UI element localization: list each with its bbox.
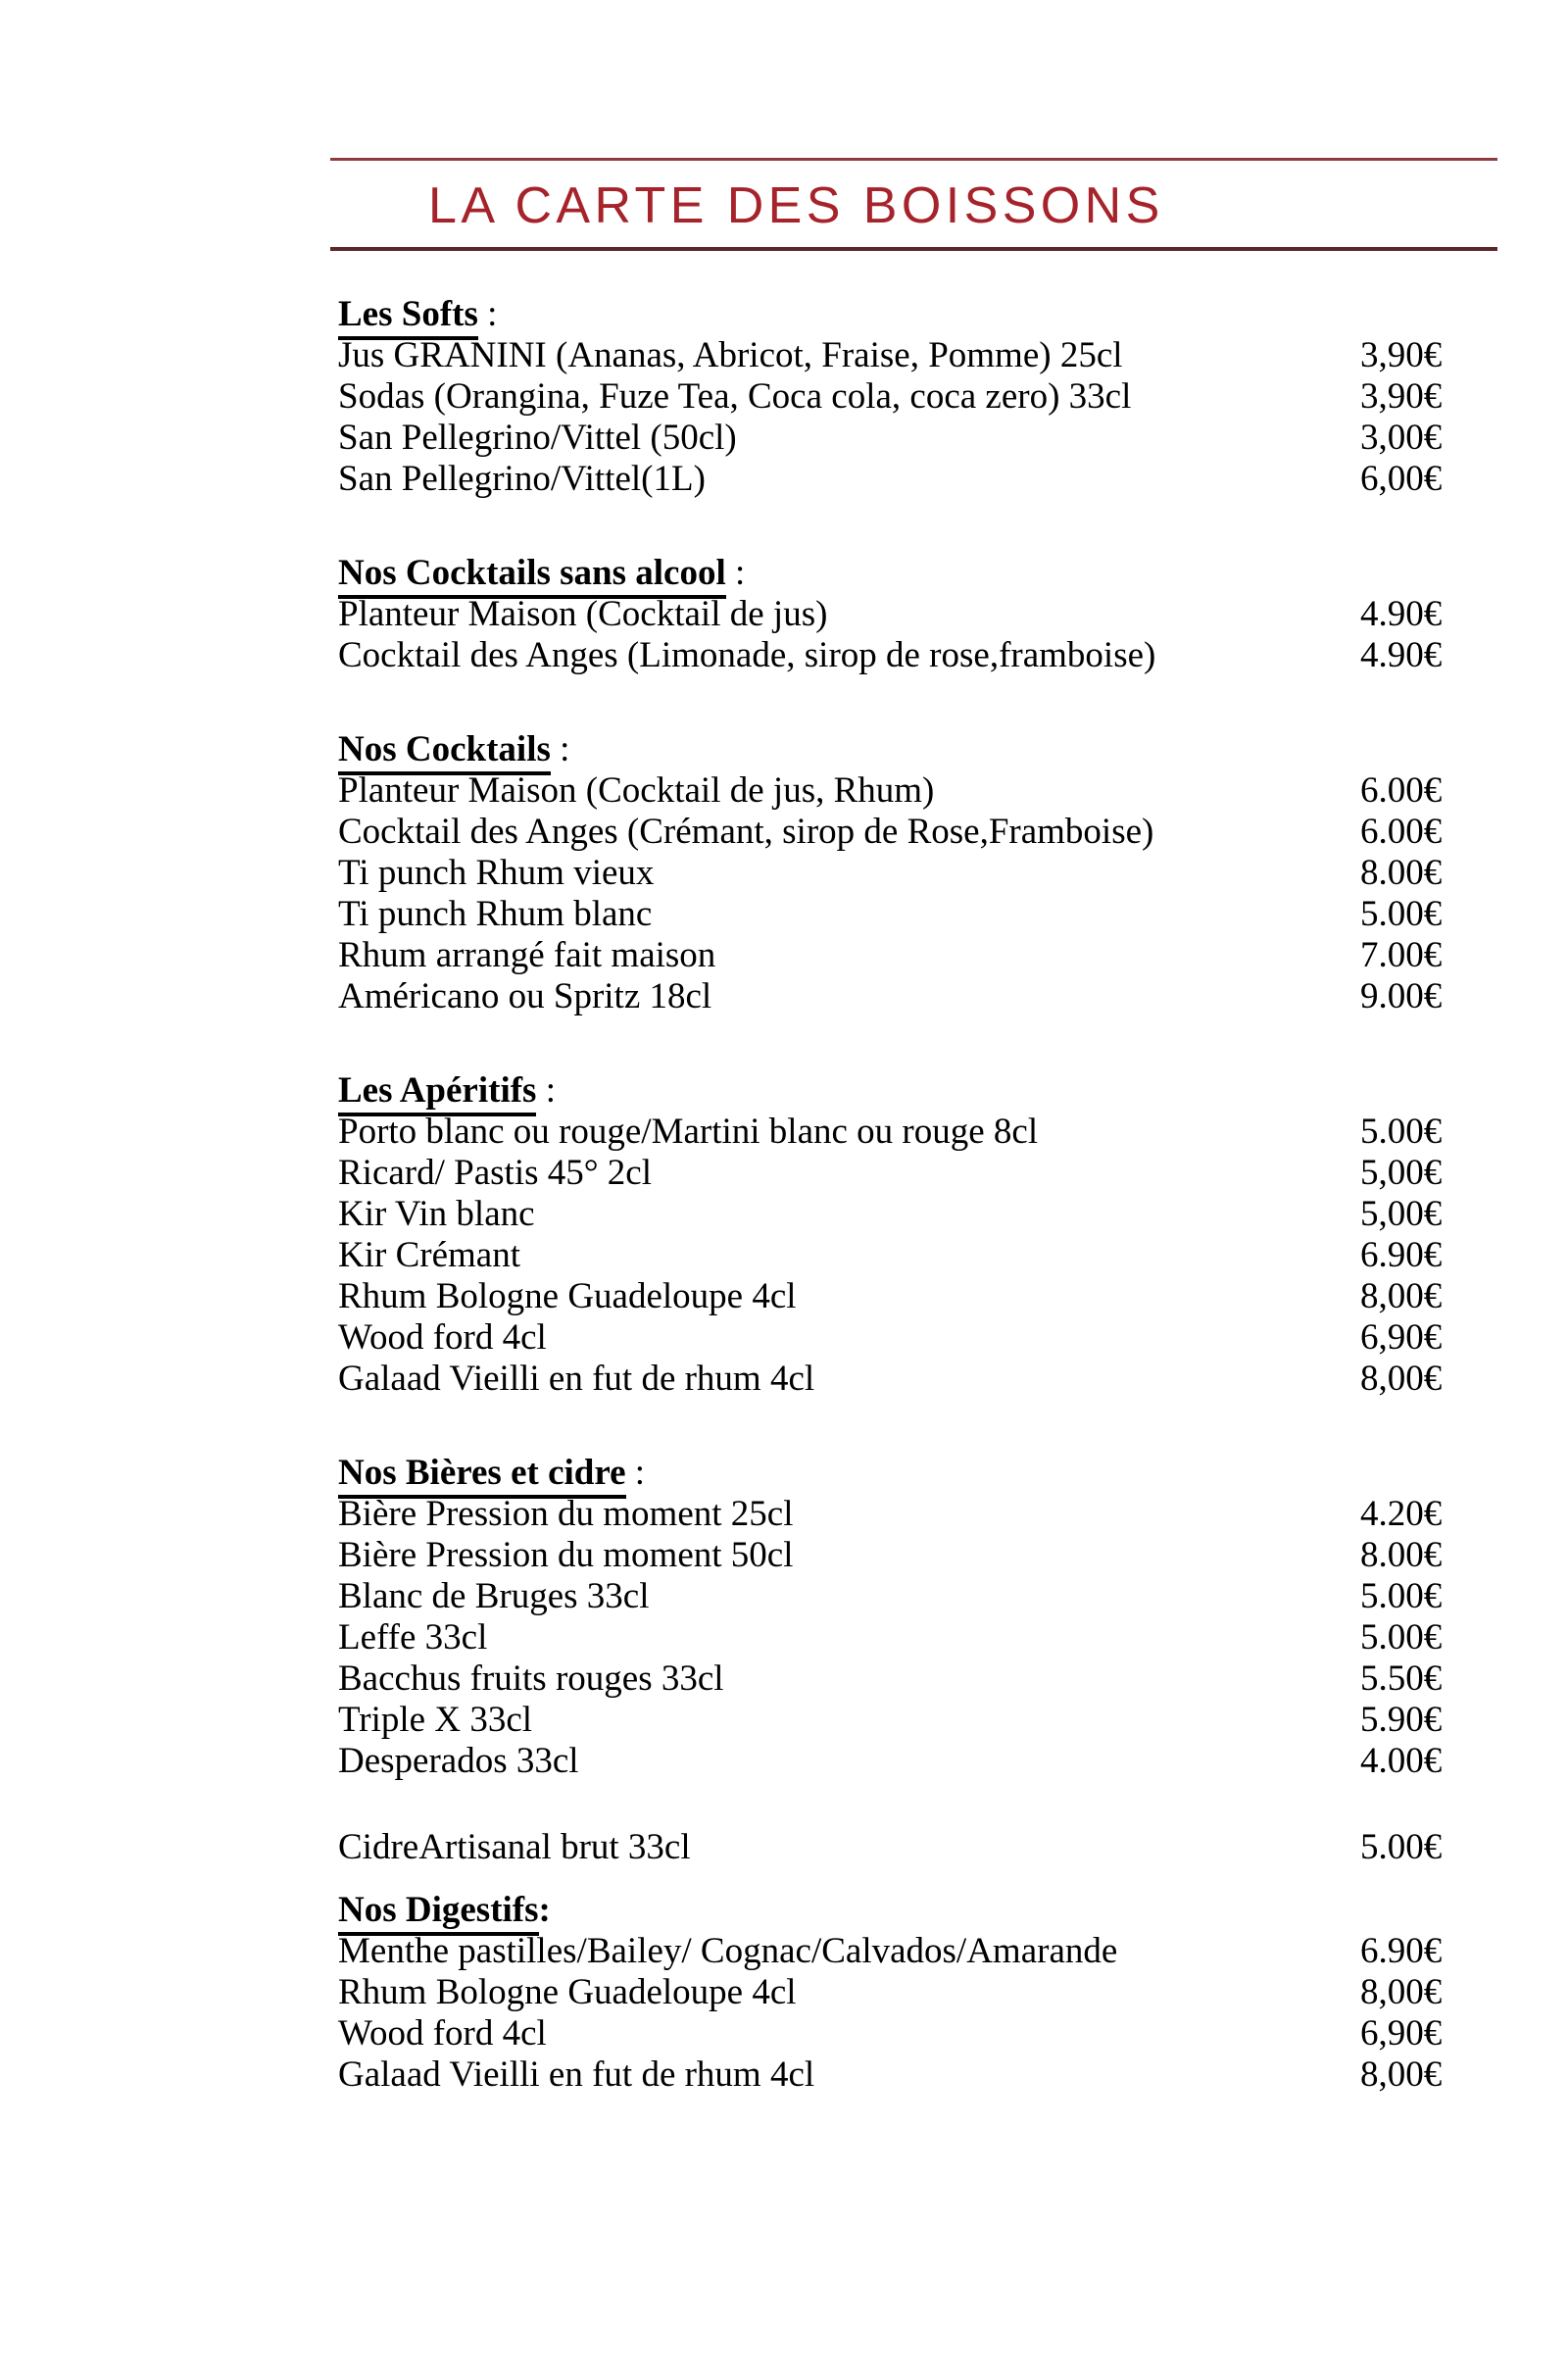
- item-name: Jus GRANINI (Ananas, Abricot, Fraise, Pomme) 25cl: [338, 335, 1123, 375]
- menu-item-row: [338, 1317, 1446, 1359]
- item-price: 5.00€: [1360, 1617, 1443, 1658]
- menu-item-row: [338, 1494, 1446, 1535]
- item-name: CidreArtisanal brut 33cl: [338, 1827, 691, 1867]
- item-price: 4.20€: [1360, 1494, 1443, 1534]
- item-name: Wood ford 4cl: [338, 1317, 547, 1358]
- item-name: Bacchus fruits rouges 33cl: [338, 1658, 724, 1699]
- item-price: 8.00€: [1360, 853, 1443, 893]
- item-name: Planteur Maison (Cocktail de jus, Rhum): [338, 770, 935, 811]
- menu-item-row: [338, 335, 1446, 376]
- item-price: 4.90€: [1360, 594, 1443, 634]
- item-name: Galaad Vieilli en fut de rhum 4cl: [338, 1359, 815, 1399]
- section-digestifs: [338, 1890, 1446, 2096]
- item-price: 5.00€: [1360, 1112, 1443, 1152]
- item-name: Ti punch Rhum blanc: [338, 894, 653, 934]
- menu-item-row: [338, 894, 1446, 935]
- section-heading-text: Nos Cocktails: [338, 729, 551, 775]
- menu-item-row: [338, 1235, 1446, 1276]
- menu-item-row: [338, 635, 1446, 676]
- title-rule-top: [330, 158, 1497, 161]
- item-price: 5,00€: [1360, 1194, 1443, 1234]
- menu-item-row: [338, 976, 1446, 1017]
- item-name: Cocktail des Anges (Limonade, sirop de rose,framboise): [338, 635, 1156, 675]
- item-name: Bière Pression du moment 25cl: [338, 1494, 794, 1534]
- item-price: 5.00€: [1360, 1576, 1443, 1616]
- item-price: 6,90€: [1360, 1317, 1443, 1358]
- menu-item-row: [338, 1700, 1446, 1741]
- section-heading: [338, 1453, 1446, 1494]
- item-name: Menthe pastilles/Bailey/ Cognac/Calvados/Amarande: [338, 1931, 1118, 1971]
- menu-item-row: [338, 1741, 1446, 1782]
- item-name: Rhum arrangé fait maison: [338, 935, 716, 975]
- menu-item-row: [338, 1972, 1446, 2013]
- item-name: Sodas (Orangina, Fuze Tea, Coca cola, coca zero) 33cl: [338, 376, 1132, 417]
- section-heading-colon: :: [477, 294, 498, 334]
- item-name: Américano ou Spritz 18cl: [338, 976, 712, 1016]
- section-heading: [338, 1890, 1446, 1931]
- section-heading-colon: :: [550, 729, 570, 769]
- section-heading: [338, 1070, 1446, 1112]
- section-aperitifs: [338, 1070, 1446, 1400]
- item-price: 6.90€: [1360, 1931, 1443, 1971]
- menu-item-row: [338, 2013, 1446, 2054]
- item-price: 8,00€: [1360, 1276, 1443, 1316]
- item-name: San Pellegrino/Vittel(1L): [338, 459, 706, 499]
- section-heading-text: Nos Digestifs: [338, 1890, 539, 1936]
- menu-item-row: [338, 1359, 1446, 1400]
- item-price: 6.00€: [1360, 812, 1443, 852]
- item-price: 3,90€: [1360, 376, 1443, 417]
- item-name: San Pellegrino/Vittel (50cl): [338, 418, 737, 458]
- section-bieres-et-cidre: [338, 1453, 1446, 1868]
- item-name: Kir Crémant: [338, 1235, 520, 1275]
- section-cocktails: [338, 729, 1446, 1017]
- item-name: Kir Vin blanc: [338, 1194, 535, 1234]
- item-name: Leffe 33cl: [338, 1617, 488, 1658]
- item-price: 6.90€: [1360, 1235, 1443, 1275]
- menu-item-row: [338, 1827, 1446, 1868]
- item-name: Rhum Bologne Guadeloupe 4cl: [338, 1972, 797, 2012]
- menu-item-row: [338, 1535, 1446, 1576]
- item-price: 3,90€: [1360, 335, 1443, 375]
- item-name: Blanc de Bruges 33cl: [338, 1576, 650, 1616]
- menu-item-row: [338, 1617, 1446, 1658]
- item-price: 6.00€: [1360, 770, 1443, 811]
- menu-item-row: [338, 853, 1446, 894]
- item-name: Galaad Vieilli en fut de rhum 4cl: [338, 2054, 815, 2095]
- menu-item-row: [338, 935, 1446, 976]
- item-price: 4.00€: [1360, 1741, 1443, 1781]
- page-title: LA CARTE DES BOISSONS: [428, 177, 1164, 234]
- item-price: 4.90€: [1360, 635, 1443, 675]
- menu-item-row: [338, 1276, 1446, 1317]
- section-heading-text: Nos Bières et cidre: [338, 1453, 626, 1499]
- section-heading-text: Nos Cocktails sans alcool: [338, 553, 726, 599]
- item-name: Wood ford 4cl: [338, 2013, 547, 2054]
- item-price: 3,00€: [1360, 418, 1443, 458]
- item-price: 5.00€: [1360, 894, 1443, 934]
- menu-item-row: [338, 1194, 1446, 1235]
- item-price: 8,00€: [1360, 1359, 1443, 1399]
- menu-item-row: [338, 418, 1446, 459]
- menu-item-row: [338, 1658, 1446, 1700]
- item-price: 5.00€: [1360, 1827, 1443, 1867]
- menu-item-row: [338, 770, 1446, 812]
- item-price: 6,00€: [1360, 459, 1443, 499]
- item-price: 8.00€: [1360, 1535, 1443, 1575]
- item-price: 7.00€: [1360, 935, 1443, 975]
- item-name: Cocktail des Anges (Crémant, sirop de Rose,Framboise): [338, 812, 1154, 852]
- section-heading: [338, 294, 1446, 335]
- menu-item-row: [338, 2054, 1446, 2096]
- section-cocktails-sans-alcool: [338, 553, 1446, 676]
- item-name: Desperados 33cl: [338, 1741, 579, 1781]
- item-name: Planteur Maison (Cocktail de jus): [338, 594, 828, 634]
- section-heading-colon: :: [538, 1890, 551, 1930]
- item-price: 5,00€: [1360, 1153, 1443, 1193]
- item-price: 6,90€: [1360, 2013, 1443, 2054]
- menu-item-row: [338, 1153, 1446, 1194]
- item-name: Ti punch Rhum vieux: [338, 853, 655, 893]
- item-name: Bière Pression du moment 50cl: [338, 1535, 794, 1575]
- menu-item-row: [338, 459, 1446, 500]
- section-heading-text: Les Apéritifs: [338, 1070, 536, 1116]
- item-price: 8,00€: [1360, 1972, 1443, 2012]
- menu-item-row: [338, 812, 1446, 853]
- item-price: 9.00€: [1360, 976, 1443, 1016]
- menu-item-row: [338, 1112, 1446, 1153]
- item-name: Ricard/ Pastis 45° 2cl: [338, 1153, 653, 1193]
- section-heading-text: Les Softs: [338, 294, 478, 340]
- item-price: 8,00€: [1360, 2054, 1443, 2095]
- section-les-softs: [338, 294, 1446, 500]
- section-heading: [338, 553, 1446, 594]
- item-name: Rhum Bologne Guadeloupe 4cl: [338, 1276, 797, 1316]
- item-name: Porto blanc ou rouge/Martini blanc ou rouge 8cl: [338, 1112, 1039, 1152]
- section-heading-colon: :: [725, 553, 746, 593]
- menu-item-row: [338, 1576, 1446, 1617]
- menu-item-row: [338, 376, 1446, 418]
- menu-item-row: [338, 1931, 1446, 1972]
- drinks-menu: [338, 294, 1446, 2096]
- item-name: Triple X 33cl: [338, 1700, 533, 1740]
- section-heading: [338, 729, 1446, 770]
- section-heading-colon: :: [536, 1070, 556, 1111]
- item-price: 5.90€: [1360, 1700, 1443, 1740]
- menu-item-row: [338, 594, 1446, 635]
- section-heading-colon: :: [625, 1453, 646, 1493]
- item-price: 5.50€: [1360, 1658, 1443, 1699]
- title-rule-bottom: [330, 247, 1497, 251]
